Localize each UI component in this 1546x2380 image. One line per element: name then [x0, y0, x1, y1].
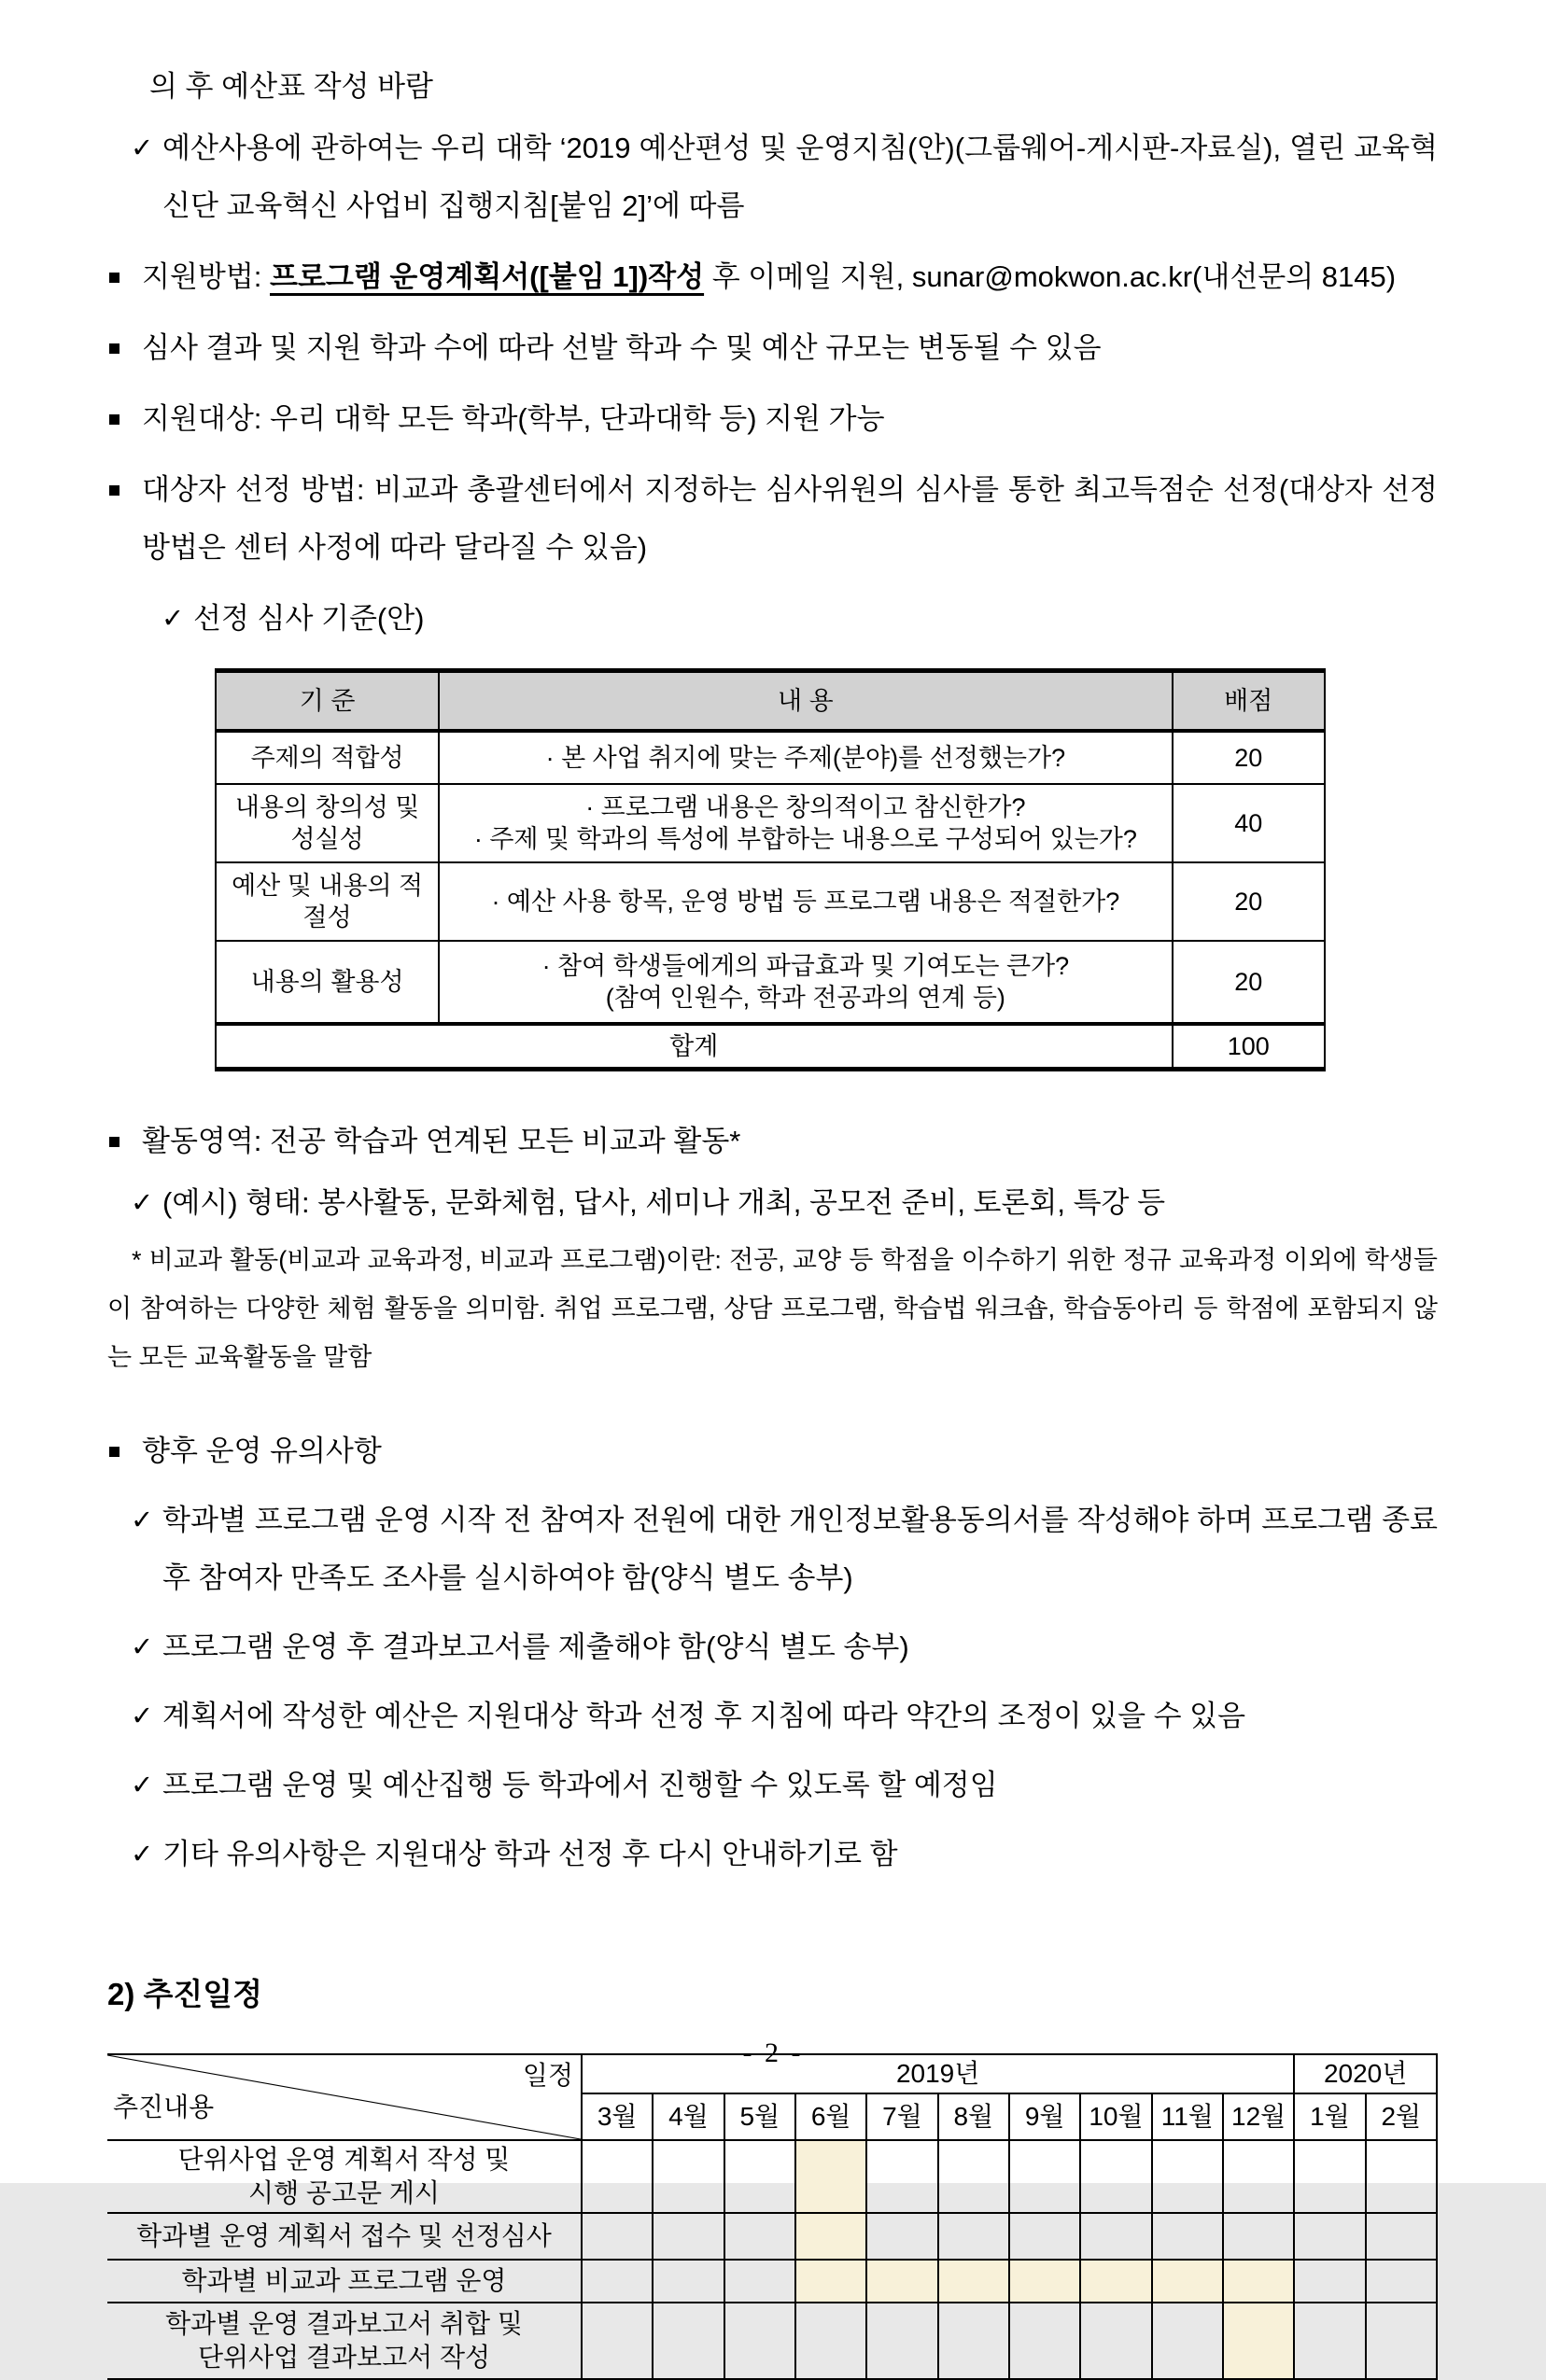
- schedule-cell: [795, 2140, 866, 2213]
- schedule-cell: [795, 2303, 866, 2379]
- total-label-cell: 합계: [216, 1024, 1173, 1070]
- content-cell: [439, 784, 1172, 862]
- schedule-cell: [653, 2140, 724, 2213]
- criteria-header-points: 배점: [1173, 671, 1326, 732]
- schedule-cell: [1294, 2303, 1365, 2379]
- schedule-row-label: [107, 2140, 582, 2213]
- schedule-cell: [582, 2140, 653, 2213]
- schedule-cell: [1294, 2140, 1365, 2213]
- schedule-cell: [795, 2260, 866, 2303]
- apply-method-suffix: 후 이메일 지원, sunar@mokwon.ac.kr(내선문의 8145): [704, 260, 1397, 293]
- content-line: · 주제 및 학과의 특성에 부합하는 내용으로 구성되어 있는가?: [473, 825, 1137, 853]
- activity-area-item: [107, 1113, 1438, 1170]
- checkmark-icon: ✓: [131, 1840, 154, 1869]
- schedule-cell: [1009, 2213, 1080, 2260]
- schedule-cell: [938, 2303, 1009, 2379]
- note-text: 프로그램 운영 및 예산집행 등 학과에서 진행할 수 있도록 할 예정임: [162, 1769, 998, 1801]
- criteria-header-content: 내 용: [439, 671, 1172, 732]
- activity-example-text: (예시) 형태: 봉사활동, 문화체험, 답사, 세미나 개최, 공모전 준비, 토론회, 특강 등: [162, 1186, 1166, 1219]
- note-text: 학과별 프로그램 운영 시작 전 참여자 전원에 대한 개인정보활용동의서를 작성해야 하며 프로그램 종료 후 참여자 만족도 조사를 실시하여야 함(양식 별도 송부): [162, 1504, 1438, 1594]
- activity-area-text: 활동영역: 전공 학습과 연계된 모든 비교과 활동*: [142, 1125, 741, 1157]
- schedule-cell: [724, 2213, 795, 2260]
- schedule-label-line: 학과별 운영 계획서 접수 및 선정심사: [136, 2221, 552, 2250]
- month-header: 4월: [653, 2093, 724, 2140]
- month-header: 11월: [1152, 2093, 1223, 2140]
- apply-method-item: [107, 248, 1438, 306]
- content-line: · 참여 학생들에게의 파급효과 및 기여도는 큰가?: [541, 952, 1070, 980]
- total-row: [216, 1024, 1325, 1070]
- table-row: [216, 784, 1325, 862]
- schedule-row-label: [107, 2260, 582, 2303]
- schedule-label-line: 학과별 운영 결과보고서 취합 및: [165, 2309, 523, 2338]
- month-header: 12월: [1223, 2093, 1294, 2140]
- schedule-cell: [1152, 2260, 1223, 2303]
- selection-method-text: 대상자 선정 방법: 비교과 총괄센터에서 지정하는 심사위원의 심사를 통한 최고득점순 선정(대상자 선정 방법은 센터 사정에 따라 달라질 수 있음): [142, 473, 1438, 564]
- note-item: [131, 1826, 1438, 1883]
- month-header: 3월: [582, 2093, 653, 2140]
- schedule-cell: [795, 2213, 866, 2260]
- schedule-cell: [866, 2303, 937, 2379]
- schedule-cell: [866, 2260, 937, 2303]
- schedule-cell: [653, 2260, 724, 2303]
- schedule-label-line: 시행 공고문 게시: [248, 2178, 440, 2207]
- activity-example-item: [131, 1174, 1438, 1232]
- criterion-cell: 주제의 적합성: [216, 731, 439, 784]
- selection-method-item: [107, 461, 1438, 577]
- schedule-cell: [938, 2260, 1009, 2303]
- schedule-row: [107, 2213, 1437, 2260]
- content-cell: [439, 862, 1172, 941]
- note-text: 기타 유의사항은 지원대상 학과 선정 후 다시 안내하기로 함: [162, 1838, 898, 1870]
- year-2019-header: 2019년: [582, 2054, 1294, 2093]
- content-cell: [439, 731, 1172, 784]
- points-cell: 40: [1173, 784, 1326, 862]
- corner-content-label: 추진내용: [113, 2093, 215, 2121]
- budget-note-text: 예산사용에 관하여는 우리 대학 ‘2019 예산편성 및 운영지침(안)(그룹웨어-게시판-자료실), 열린 교육혁신단 교육혁신 사업비 집행지침[붙임 2]’에 따름: [162, 132, 1438, 222]
- criteria-caption-item: [162, 590, 1438, 648]
- schedule-label-line: 단위사업 운영 계획서 작성 및: [177, 2145, 511, 2174]
- criterion-cell: 내용의 창의성 및 성실성: [216, 784, 439, 862]
- content-line: · 본 사업 취지에 맞는 주제(분야)를 선정했는가?: [545, 744, 1066, 772]
- criteria-caption-text: 선정 심사 기준(안): [193, 602, 425, 635]
- schedule-cell: [1080, 2303, 1151, 2379]
- note-text: 프로그램 운영 후 결과보고서를 제출해야 함(양식 별도 송부): [162, 1631, 909, 1663]
- note-text: 계획서에 작성한 예산은 지원대상 학과 선정 후 지침에 따라 약간의 조정이 있을 수 있음: [162, 1700, 1246, 1732]
- criteria-header-row: [216, 671, 1325, 732]
- schedule-cell: [1223, 2260, 1294, 2303]
- points-cell: 20: [1173, 731, 1326, 784]
- checkmark-icon: ✓: [131, 1771, 154, 1800]
- continuation-line: 의 후 예산표 작성 바람: [149, 70, 433, 103]
- review-note-item: [107, 319, 1438, 377]
- schedule-cell: [1009, 2140, 1080, 2213]
- content-line: (참여 인원수, 학과 전공과의 연계 등): [605, 984, 1005, 1012]
- eligibility-item: [107, 390, 1438, 448]
- square-bullet-icon: [109, 273, 119, 283]
- checkmark-icon: ✓: [131, 1505, 154, 1535]
- schedule-cell: [1223, 2140, 1294, 2213]
- table-row: [216, 731, 1325, 784]
- page-number: - 2 -: [742, 2037, 804, 2068]
- schedule-cell: [1009, 2303, 1080, 2379]
- table-row: [216, 941, 1325, 1024]
- schedule-label-line: 단위사업 결과보고서 작성: [197, 2343, 491, 2372]
- schedule-row: [107, 2260, 1437, 2303]
- schedule-cell: [1366, 2140, 1437, 2213]
- schedule-cell: [1080, 2260, 1151, 2303]
- criteria-header-criterion: 기 준: [216, 671, 439, 732]
- schedule-label-line: 학과별 비교과 프로그램 운영: [181, 2266, 507, 2295]
- schedule-cell: [1009, 2260, 1080, 2303]
- checkmark-icon: ✓: [162, 604, 185, 634]
- square-bullet-icon: [109, 343, 119, 354]
- criterion-cell: 예산 및 내용의 적절성: [216, 862, 439, 941]
- activity-footnote: * 비교과 활동(비교과 교육과정, 비교과 프로그램)이란: 전공, 교양 등 학점을 이수하기 위한 정규 교육과정 이외에 학생들이 참여하는 다양한 체험 활동을 의미함. 취업 프로그램, 상담 프로그램, 학습법 워크숍, 학습동아리 등 학점에 포함되지 않는 모든 교육활동을 말함: [107, 1246, 1438, 1371]
- schedule-cell: [582, 2260, 653, 2303]
- checkmark-icon: ✓: [131, 1701, 154, 1731]
- budget-note-item: [131, 119, 1438, 235]
- apply-method-prefix: 지원방법:: [142, 260, 271, 293]
- schedule-cell: [1080, 2213, 1151, 2260]
- schedule-cell: [1223, 2213, 1294, 2260]
- total-points-cell: 100: [1173, 1024, 1326, 1070]
- notes-heading-item: [107, 1422, 1438, 1480]
- note-item: [131, 1757, 1438, 1814]
- schedule-cell: [866, 2140, 937, 2213]
- checkmark-icon: ✓: [131, 133, 154, 163]
- corner-schedule-label: 일정: [522, 2061, 573, 2090]
- schedule-cell: [1152, 2213, 1223, 2260]
- schedule-cell: [1294, 2213, 1365, 2260]
- content-line: · 예산 사용 항목, 운영 방법 등 프로그램 내용은 적절한가?: [491, 888, 1120, 916]
- schedule-row-label: [107, 2213, 582, 2260]
- square-bullet-icon: [109, 1447, 119, 1457]
- schedule-heading: 2) 추진일정: [107, 1977, 263, 2011]
- schedule-row-label: [107, 2303, 582, 2379]
- checkmark-icon: ✓: [131, 1188, 154, 1218]
- schedule-cell: [724, 2303, 795, 2379]
- month-header: 8월: [938, 2093, 1009, 2140]
- month-header: 2월: [1366, 2093, 1437, 2140]
- points-cell: 20: [1173, 941, 1326, 1024]
- month-header: 7월: [866, 2093, 937, 2140]
- schedule-cell: [724, 2260, 795, 2303]
- eligibility-text: 지원대상: 우리 대학 모든 학과(학부, 단과대학 등) 지원 가능: [142, 402, 885, 435]
- square-bullet-icon: [109, 485, 119, 496]
- schedule-row: [107, 2140, 1437, 2213]
- review-note-text: 심사 결과 및 지원 학과 수에 따라 선발 학과 수 및 예산 규모는 변동될 수 있음: [142, 331, 1102, 364]
- notes-heading-text: 향후 운영 유의사항: [142, 1435, 382, 1467]
- month-header: 1월: [1294, 2093, 1365, 2140]
- schedule-cell: [1366, 2260, 1437, 2303]
- schedule-cell: [724, 2140, 795, 2213]
- month-header: 10월: [1080, 2093, 1151, 2140]
- apply-method-emphasis: 프로그램 운영계획서([붙임 1])작성: [270, 260, 705, 293]
- schedule-cell: [653, 2303, 724, 2379]
- schedule-cell: [1152, 2303, 1223, 2379]
- criteria-table: [215, 668, 1326, 1071]
- content-cell: [439, 941, 1172, 1024]
- schedule-cell: [1152, 2140, 1223, 2213]
- month-header: 5월: [724, 2093, 795, 2140]
- schedule-cell: [866, 2213, 937, 2260]
- schedule-cell: [1366, 2213, 1437, 2260]
- criterion-cell: 내용의 활용성: [216, 941, 439, 1024]
- points-cell: 20: [1173, 862, 1326, 941]
- checkmark-icon: ✓: [131, 1632, 154, 1662]
- month-header: 9월: [1009, 2093, 1080, 2140]
- schedule-cell: [653, 2213, 724, 2260]
- note-item: [131, 1491, 1438, 1607]
- schedule-cell: [938, 2213, 1009, 2260]
- month-header: 6월: [795, 2093, 866, 2140]
- schedule-row: [107, 2303, 1437, 2379]
- schedule-cell: [1366, 2303, 1437, 2379]
- year-2020-header: 2020년: [1294, 2054, 1437, 2093]
- schedule-cell: [582, 2303, 653, 2379]
- schedule-cell: [1080, 2140, 1151, 2213]
- schedule-cell: [582, 2213, 653, 2260]
- note-item: [131, 1618, 1438, 1676]
- content-line: · 프로그램 내용은 창의적이고 참신한가?: [585, 793, 1026, 821]
- square-bullet-icon: [109, 414, 119, 425]
- schedule-table: [107, 2053, 1438, 2380]
- square-bullet-icon: [109, 1137, 119, 1147]
- note-item: [131, 1687, 1438, 1745]
- schedule-cell: [938, 2140, 1009, 2213]
- schedule-cell: [1294, 2260, 1365, 2303]
- apply-method-text: [142, 248, 1438, 306]
- table-row: [216, 862, 1325, 941]
- schedule-cell: [1223, 2303, 1294, 2379]
